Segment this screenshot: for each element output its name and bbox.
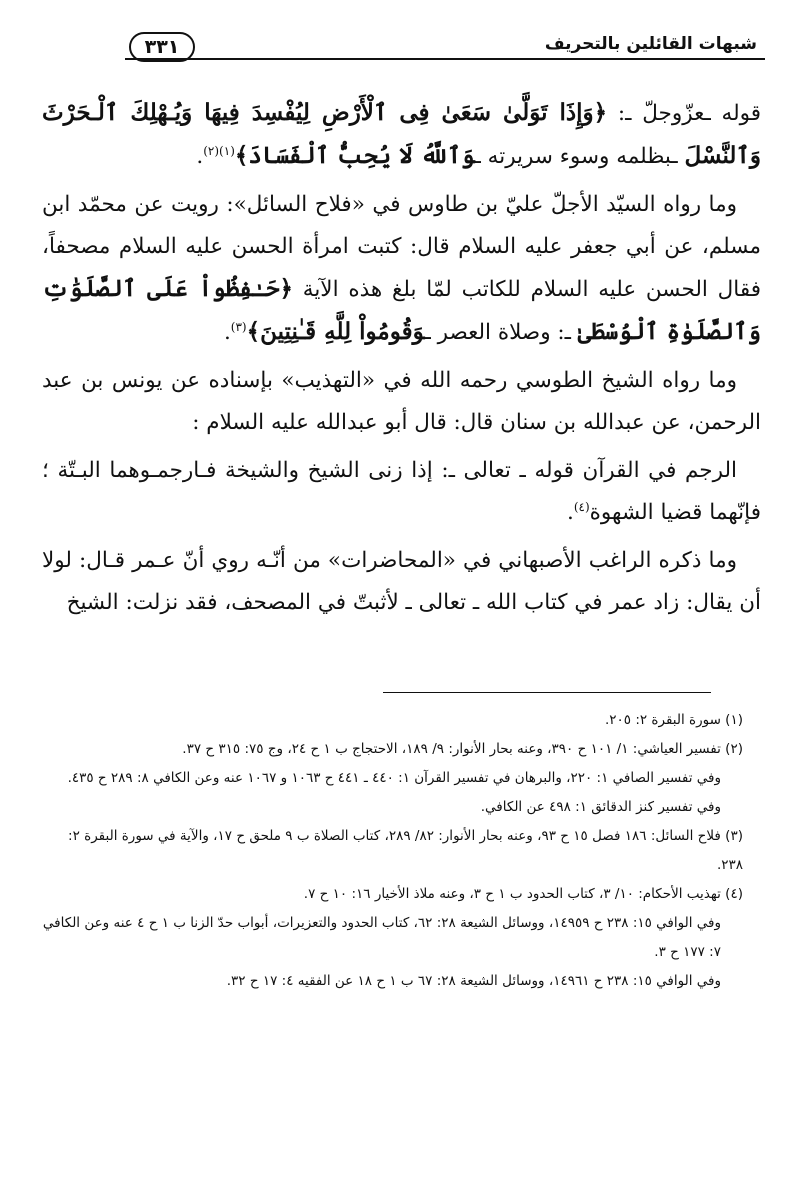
para-text: وما ذكره الراغب الأصبهاني في «المحاضرات» من أنّـه روي أنّ عـمر قـال: لولا أن يقال: زاد عمر في كتاب الله ـ تعالى ـ لأثبتّ في المصحف، فقد نزلت: الشيخ: [42, 548, 761, 615]
page-header: [125, 28, 765, 72]
main-text: [42, 92, 761, 630]
para-text: وما رواه الشيخ الطوسي رحمه الله في «التهذيب» بإسناده عن يونس بن عبد الرحمن، عن عبدالله بن سنان قال: قال أبو عبدالله عليه السلام :: [42, 368, 761, 435]
footnote-1: [42, 706, 743, 735]
footnotes: [42, 706, 743, 996]
footnote-ref: (٣): [230, 319, 247, 334]
quran-verse: ﴿حَـٰفِظُواْ عَلَى ٱلصَّلَوَٰتِ وَٱلصَّلَوٰةِ ٱلْوُسْطَىٰ: [42, 275, 761, 345]
footnote-line: وفي تفسير الصافي ١: ٢٢٠، والبرهان في تفسير القرآن ١: ٤٤٠ ـ ٤٤١ ح ١٠٦٣ و ١٠٦٧ عنه وعن الكافي ٨: ٢٨٩ ح ٤٣٥.: [67, 770, 721, 786]
footnote-line: (٤) تهذيب الأحكام: ١٠/ ٣، كتاب الحدود ب ١ ح ٣، وعنه ملاذ الأخيار ١٦: ١٠ ح ٧.: [303, 886, 743, 902]
footnote-line: وفي تفسير كنز الدقائق ١: ٤٩٨ عن الكافي.: [480, 799, 721, 815]
para-middle: ـبظلمه وسوء سريرته ـ: [474, 144, 685, 169]
para-lead: قوله ـعزّوجلّ ـ:: [607, 101, 762, 126]
paragraph-3: [42, 360, 761, 444]
paragraph-5: [42, 540, 761, 624]
running-title: شبهات القائلين بالتحريف: [544, 34, 757, 54]
quran-verse-end: وَقُومُواْ لِلَّهِ قَـٰنِتِينَ﴾: [246, 318, 425, 345]
footnote-line: وفي الوافي ١٥: ٢٣٨ ح ١٤٩٦١، ووسائل الشيعة ٢٨: ٦٧ ب ١ ح ١٨ عن الفقيه ٤: ١٧ ح ٣٢.: [226, 973, 721, 989]
footnote-line: (٢) تفسير العياشي: ١/ ١٠١ ح ٣٩٠، وعنه بحار الأنوار: ٩/ ١٨٩، الاحتجاج ب ١ ح ٢٤، وج ٧٥: ٣١٥ ح ٣٧.: [182, 741, 743, 757]
quran-verse-end: وَٱللَّهُ لَا يُحِبُّ ٱلْفَسَادَ﴾: [234, 142, 475, 169]
footnote-3: [42, 822, 743, 880]
para-tail: .: [223, 320, 231, 345]
footnote-line: (٣) فلاح السائل: ١٨٦ فصل ١٥ ح ٩٣، وعنه بحار الأنوار: ٨٢/ ٢٨٩، كتاب الصلاة ب ٩ ملحق ح ١٧، والآية في سورة البقرة ٢: ٢٣٨.: [68, 828, 743, 873]
page-number: ٣٣١: [129, 32, 195, 62]
header-rule: [125, 58, 765, 60]
footnote-separator: [383, 692, 711, 693]
footnote-ref: (١)(٢): [203, 143, 235, 158]
paragraph-4: [42, 450, 761, 534]
para-lead: وما رواه السيّد الأجلّ عليّ بن طاوس في «فلاح السائل»: رويت عن محمّد ابن مسلم، عن أبي جعفر عليه السلام قال: كتبت امرأة الحسن عليه السلام مصحفاً، فقال الحسن عليه السلام للكاتب لمّا بلغ هذه الآية: [42, 192, 761, 302]
footnote-4: [42, 880, 743, 996]
footnote-line: وفي الوافي ١٥: ٢٣٨ ح ١٤٩٥٩، ووسائل الشيعة ٢٨: ٦٢، كتاب الحدود والتعزيرات، أبواب حدّ الزنا ب ١ ح ٤ عنه وعن الكافي ٧: ١٧٧ ح ٣.: [42, 915, 721, 960]
para-text: الرجم في القرآن قوله ـ تعالى ـ: إذا زنى الشيخ والشيخة فـارجمـوهما البـتّة ؛ فإنّهما قضيا الشهوة: [42, 458, 761, 525]
footnote-ref: (٤): [573, 499, 590, 514]
paragraph-1: [42, 92, 761, 178]
para-tail: .: [567, 500, 574, 525]
para-middle: ـ: وصلاة العصر ـ: [424, 320, 578, 345]
para-tail: .: [196, 144, 204, 169]
paragraph-2: [42, 184, 761, 354]
footnote-line: (١) سورة البقرة ٢: ٢٠٥.: [604, 712, 743, 728]
quran-verse: ﴿وَإِذَا تَوَلَّىٰ سَعَىٰ فِى ٱلْأَرْضِ لِيُفْسِدَ فِيهَا وَيُـهْلِكَ ٱلْـحَرْثَ وَٱلنَّسْلَ: [42, 99, 761, 169]
footnote-2: [42, 735, 743, 822]
